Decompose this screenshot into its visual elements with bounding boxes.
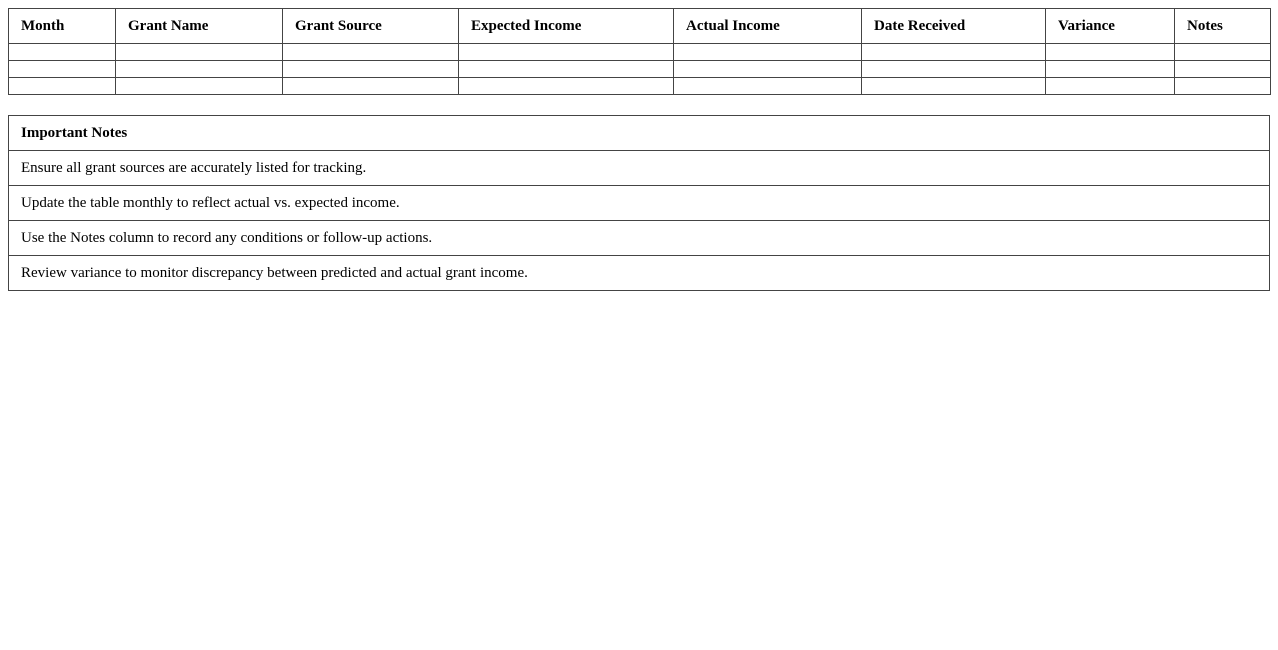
column-header-grant-source: Grant Source (283, 9, 459, 44)
table-cell[interactable] (9, 61, 116, 78)
table-cell[interactable] (459, 44, 674, 61)
table-cell[interactable] (116, 44, 283, 61)
notes-heading: Important Notes (9, 116, 1270, 151)
table-cell[interactable] (674, 61, 862, 78)
table-cell[interactable] (1046, 78, 1175, 95)
table-cell[interactable] (116, 61, 283, 78)
column-header-actual-income: Actual Income (674, 9, 862, 44)
table-cell[interactable] (1175, 44, 1271, 61)
column-header-date-received: Date Received (862, 9, 1046, 44)
important-notes-table (8, 115, 1270, 291)
table-cell[interactable] (862, 61, 1046, 78)
table-cell[interactable] (1046, 61, 1175, 78)
table-cell[interactable] (674, 44, 862, 61)
table-cell[interactable] (283, 44, 459, 61)
table-cell[interactable] (1175, 78, 1271, 95)
table-row (9, 78, 1271, 95)
note-text: Ensure all grant sources are accurately listed for tracking. (9, 151, 1270, 186)
notes-heading-row (9, 116, 1270, 151)
table-cell[interactable] (459, 78, 674, 95)
table-cell[interactable] (9, 44, 116, 61)
table-row (9, 44, 1271, 61)
table-cell[interactable] (283, 61, 459, 78)
table-cell[interactable] (862, 78, 1046, 95)
list-item (9, 221, 1270, 256)
table-cell[interactable] (1175, 61, 1271, 78)
note-text: Review variance to monitor discrepancy between predicted and actual grant income. (9, 256, 1270, 291)
table-cell[interactable] (9, 78, 116, 95)
table-cell[interactable] (459, 61, 674, 78)
column-header-month: Month (9, 9, 116, 44)
column-header-grant-name: Grant Name (116, 9, 283, 44)
table-row (9, 61, 1271, 78)
list-item (9, 151, 1270, 186)
table-cell[interactable] (674, 78, 862, 95)
note-text: Update the table monthly to reflect actual vs. expected income. (9, 186, 1270, 221)
table-cell[interactable] (116, 78, 283, 95)
table-header-row (9, 9, 1271, 44)
table-cell[interactable] (1046, 44, 1175, 61)
column-header-expected-income: Expected Income (459, 9, 674, 44)
list-item (9, 186, 1270, 221)
note-text: Use the Notes column to record any conditions or follow-up actions. (9, 221, 1270, 256)
column-header-variance: Variance (1046, 9, 1175, 44)
column-header-notes: Notes (1175, 9, 1271, 44)
table-cell[interactable] (283, 78, 459, 95)
table-cell[interactable] (862, 44, 1046, 61)
grant-income-table (8, 8, 1271, 95)
list-item (9, 256, 1270, 291)
